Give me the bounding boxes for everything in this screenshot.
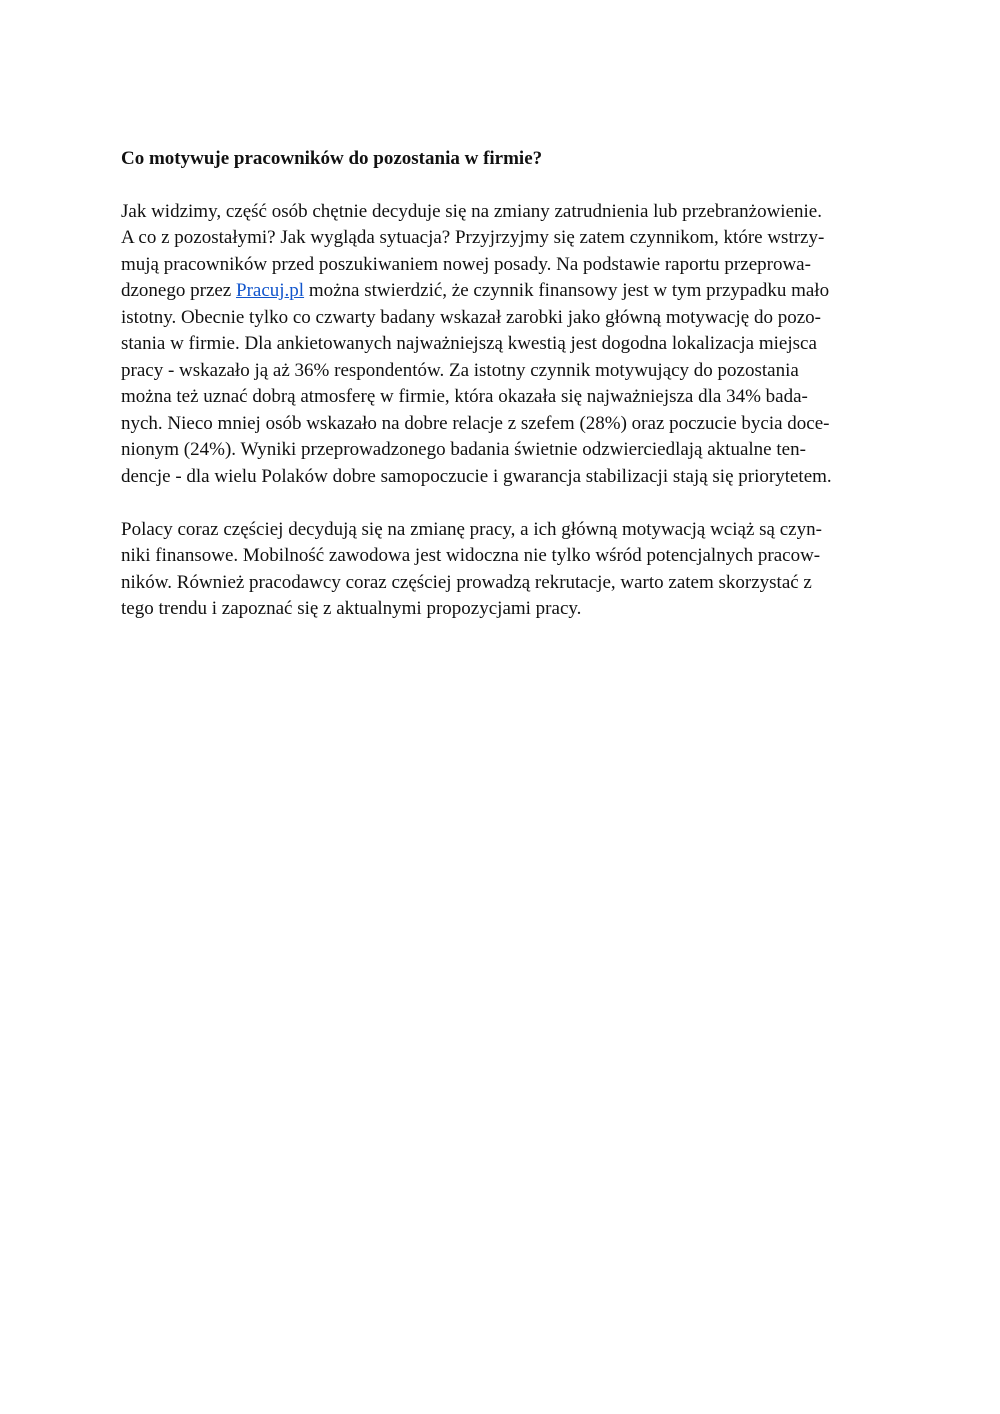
text-line: niki finansowe. Mobilność zawodowa jest widoczna nie tylko wśród potencjalnych pracow- [121, 545, 821, 566]
text-line: Polacy coraz częściej decydują się na zmianę pracy, a ich główną motywacją wciąż są czyn- [121, 518, 822, 540]
text-line: stania w firmie. Dla ankietowanych najważniejszą kwestią jest dogodna lokalizacja miejsca [121, 333, 817, 354]
text-line: nych. Nieco mniej osób wskazało na dobre relacje z szefem (28%) oraz poczucie bycia doce- [121, 412, 830, 434]
paragraph-1 [121, 199, 886, 491]
text-line: istotny. Obecnie tylko co czwarty badany wskazał zarobki jako główną motywację do pozo- [121, 306, 821, 328]
text-line: dencje - dla wielu Polaków dobre samopoczucie i gwarancja stabilizacji stają się priorytetem. [121, 465, 832, 487]
text-line: Jak widzimy, część osób chętnie decyduje się na zmiany zatrudnienia lub przebranżowienie. [121, 200, 822, 222]
text-line: nionym (24%). Wyniki przeprowadzonego badania świetnie odzwierciedlają aktualne ten- [121, 439, 806, 460]
text-line: można też uznać dobrą atmosferę w firmie, która okazała się najważniejsza dla 34% bada- [121, 386, 808, 407]
text-line: mują pracowników przed poszukiwaniem nowej posady. Na podstawie raportu przeprowa- [121, 253, 811, 275]
paragraph-2 [121, 517, 886, 623]
text-before-link: dzonego przez [121, 280, 236, 301]
pracuj-link[interactable]: Pracuj.pl [236, 280, 305, 301]
document-body [121, 146, 886, 649]
text-line: tego trendu i zapoznać się z aktualnymi propozycjami pracy. [121, 598, 582, 619]
text-line: A co z pozostałymi? Jak wygląda sytuacja? Przyjrzyjmy się zatem czynnikom, które wstrzy- [121, 227, 825, 248]
text-line: pracy - wskazało ją aż 36% respondentów. Za istotny czynnik motywujący do pozostania [121, 359, 799, 381]
text-line-with-link [121, 278, 886, 305]
document-title: Co motywuje pracowników do pozostania w firmie? [121, 148, 543, 169]
text-after-link: można stwierdzić, że czynnik finansowy jest w tym przypadku mało [304, 280, 830, 301]
text-line: ników. Również pracodawcy coraz częściej prowadzą rekrutacje, warto zatem skorzystać z [121, 571, 812, 593]
